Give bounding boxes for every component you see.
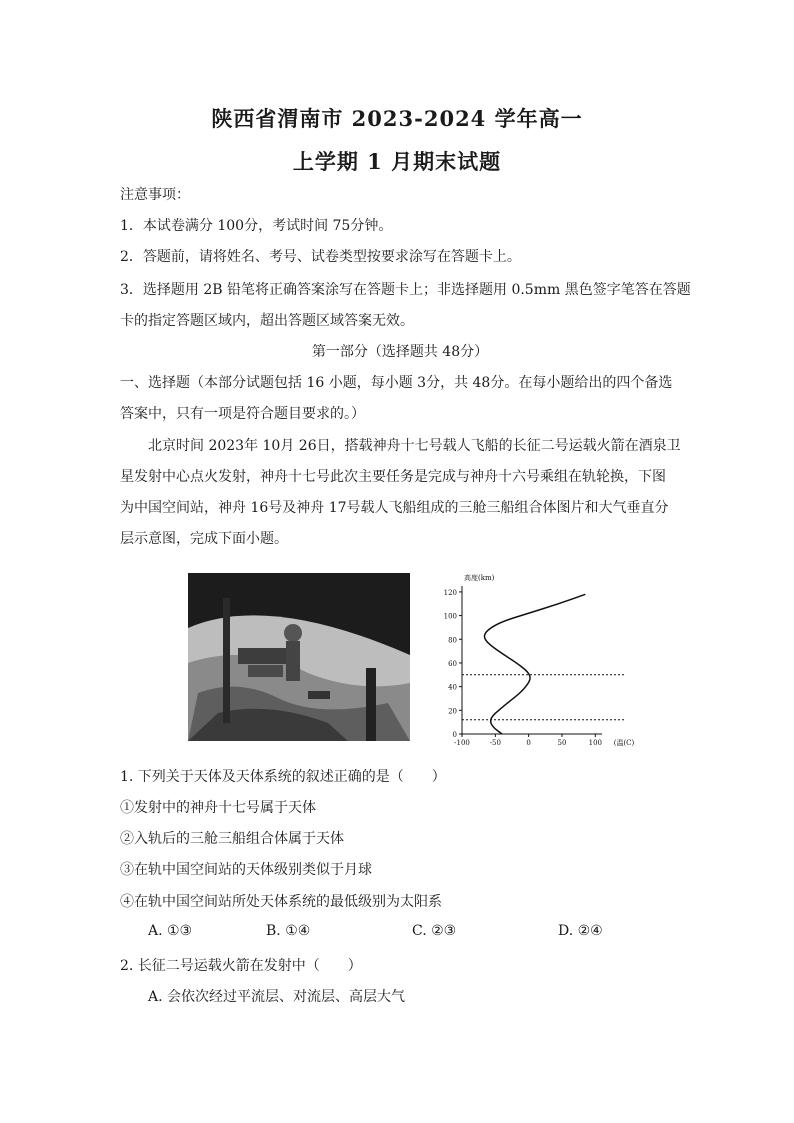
exam-title-line1: 陕西省渭南市 2023-2024 学年高一 bbox=[211, 106, 583, 131]
question-1-statement: ④在轨中国空间站所处天体系统的最低级别为太阳系 bbox=[120, 894, 442, 910]
note-item: 3．选择题用 2B 铅笔将正确答案涂写在答题卡上；非选择题用 0.5mm 黑色签字笔答在答题 bbox=[120, 282, 691, 298]
space-station-photo bbox=[188, 573, 410, 741]
y-tick-label: 100 bbox=[443, 612, 457, 621]
y-axis-label: 高度(km) bbox=[464, 574, 495, 582]
y-tick-label: 0 bbox=[452, 731, 457, 739]
question-1-statement: ①发射中的神舟十七号属于天体 bbox=[120, 800, 316, 816]
x-tick-label: 0 bbox=[526, 739, 531, 747]
passage-line: 北京时间 2023年 10月 26日，搭载神舟十七号载人飞船的长征二号运载火箭在酒泉卫 bbox=[148, 438, 681, 454]
part1-intro: 一、选择题（本部分试题包括 16 小题，每小题 3分，共 48分。在每小题给出的四个备选 bbox=[120, 375, 673, 391]
atmosphere-chart bbox=[440, 573, 650, 753]
x-tick-label: 50 bbox=[557, 739, 567, 747]
option-a[interactable]: A. ①③ bbox=[148, 923, 193, 939]
x-axis-label: (温(C) bbox=[613, 739, 635, 747]
part1-intro: 答案中，只有一项是符合题目要求的。） bbox=[120, 406, 365, 422]
option-c[interactable]: C. ②③ bbox=[412, 923, 457, 939]
y-tick-label: 60 bbox=[448, 659, 457, 668]
y-tick-label: 40 bbox=[448, 683, 457, 692]
question-1-statement: ③在轨中国空间站的天体级别类似于月球 bbox=[120, 862, 372, 878]
passage-line: 层示意图，完成下面小题。 bbox=[120, 531, 288, 547]
question-1-statement: ②入轨后的三舱三船组合体属于天体 bbox=[120, 831, 344, 847]
question-2-stem: 2. 长征二号运载火箭在发射中（ ） bbox=[120, 958, 362, 974]
option-a[interactable]: A. 会依次经过平流层、对流层、高层大气 bbox=[148, 989, 406, 1005]
notes-heading: 注意事项： bbox=[120, 187, 190, 203]
x-tick-label: -50 bbox=[489, 739, 501, 747]
note-item: 1．本试卷满分 100分，考试时间 75分钟。 bbox=[120, 218, 393, 234]
y-tick-label: 80 bbox=[448, 636, 457, 645]
question-1-stem: 1. 下列关于天体及天体系统的叙述正确的是（ ） bbox=[120, 769, 446, 785]
y-tick-label: 20 bbox=[448, 707, 457, 716]
x-tick-label: -100 bbox=[454, 739, 470, 747]
question-1-options bbox=[148, 923, 648, 943]
temperature-curve bbox=[484, 594, 585, 734]
y-tick-label: 120 bbox=[443, 588, 457, 597]
x-tick-label: 100 bbox=[588, 739, 603, 747]
part1-heading: 第一部分（选择题共 48分） bbox=[311, 344, 489, 360]
exam-title-line2: 上学期 1 月期末试题 bbox=[292, 149, 502, 174]
passage-line: 星发射中心点火发射，神舟十七号此次主要任务是完成与神舟十六号乘组在轨轮换，下图 bbox=[120, 469, 666, 485]
passage-line: 为中国空间站，神舟 16号及神舟 17号载人飞船组成的三舱三船组合体图片和大气垂直分 bbox=[120, 500, 669, 516]
option-d[interactable]: D. ②④ bbox=[558, 923, 603, 939]
note-item: 卡的指定答题区域内，超出答题区域答案无效。 bbox=[120, 313, 414, 329]
option-b[interactable]: B. ①④ bbox=[266, 923, 311, 939]
note-item: 2．答题前，请将姓名、考号、试卷类型按要求涂写在答题卡上。 bbox=[120, 249, 521, 265]
